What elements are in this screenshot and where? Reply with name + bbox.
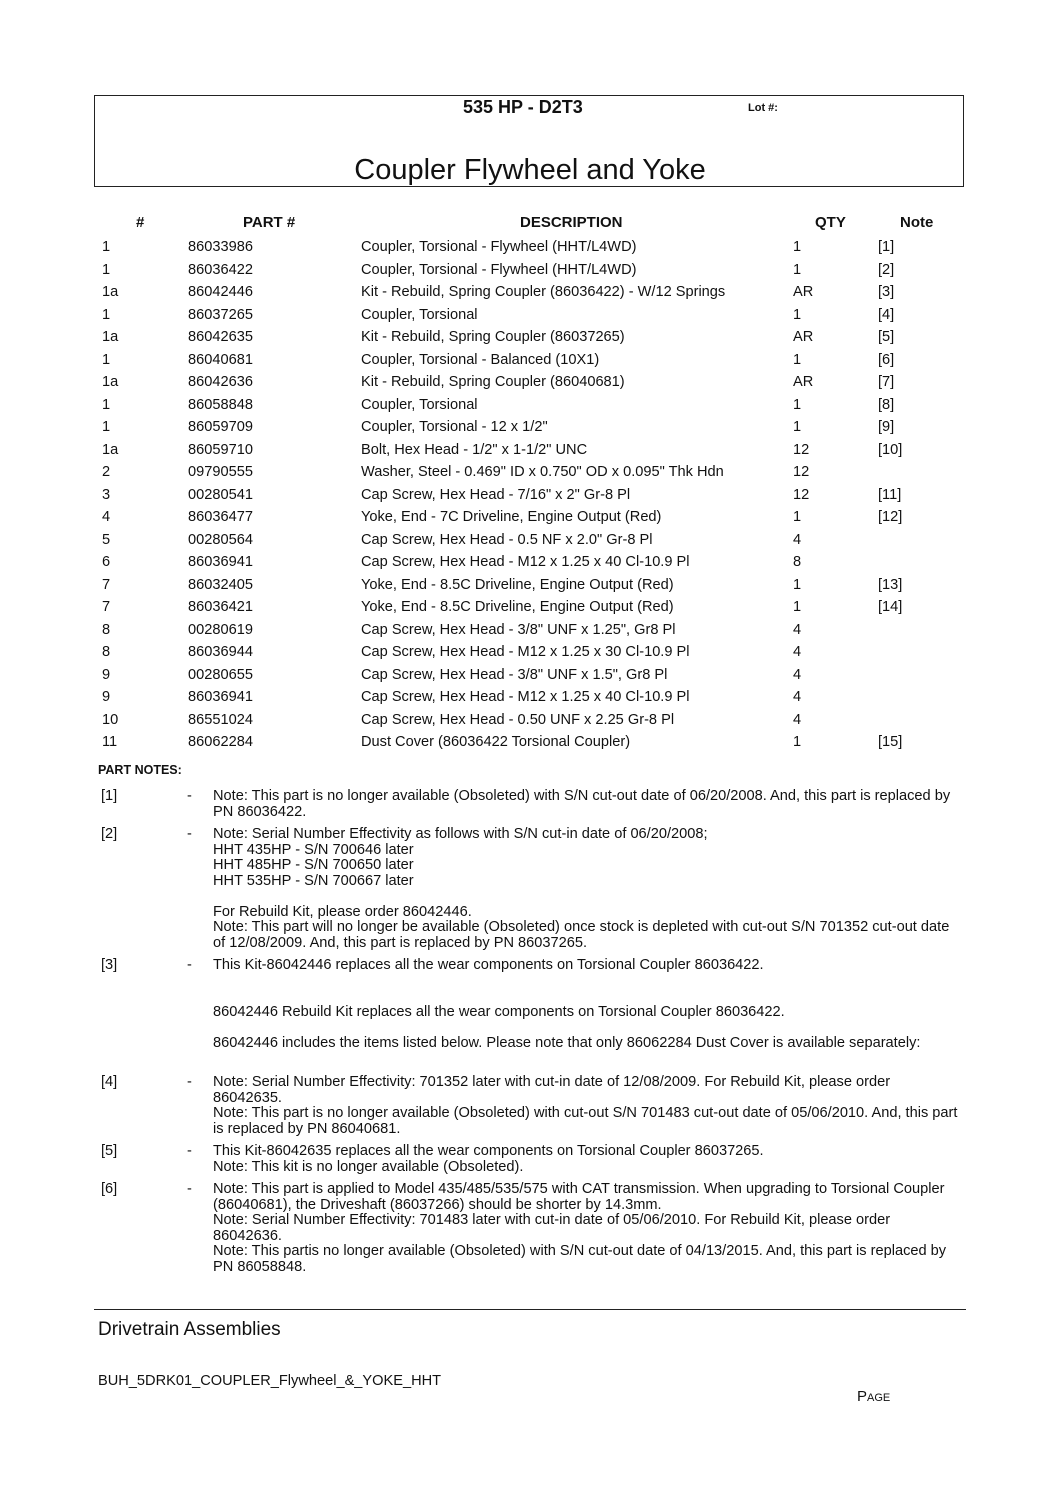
part-qty: 4: [793, 711, 802, 728]
note-paragraph: HHT 485HP - S/N 700650 later: [213, 857, 414, 873]
part-description: Cap Screw, Hex Head - 0.5 NF x 2.0" Gr-8 Pl: [361, 531, 653, 548]
note-ref: [3]: [101, 957, 118, 973]
table-row: [0, 689, 1060, 711]
part-number: 00280541: [188, 486, 253, 503]
part-description: Cap Screw, Hex Head - 3/8" UNF x 1.25", Gr8 Pl: [361, 621, 676, 638]
item-number: 1: [102, 239, 111, 255]
part-note-ref: [7]: [878, 374, 895, 390]
part-number: 86036477: [188, 509, 253, 525]
note-body: [213, 789, 961, 820]
part-note-ref: [9]: [878, 419, 895, 435]
part-qty: 1: [793, 306, 802, 323]
part-qty: 1: [793, 239, 802, 255]
part-qty: AR: [793, 374, 814, 390]
part-qty: 4: [793, 621, 802, 638]
table-row: [0, 599, 1060, 621]
note-paragraph: Note: Serial Number Effectivity as follows with S/N cut-in date of 06/20/2008;: [213, 826, 708, 842]
part-description: Cap Screw, Hex Head - 0.50 UNF x 2.25 Gr-8 Pl: [361, 711, 675, 728]
part-notes-heading: PART NOTES:: [98, 763, 182, 777]
part-note-ref: [2]: [878, 261, 895, 278]
col-header-description: DESCRIPTION: [520, 214, 623, 231]
part-qty: 1: [793, 261, 802, 278]
item-number: 7: [102, 576, 111, 593]
item-number: 1: [102, 419, 111, 435]
table-row: [0, 509, 1060, 531]
table-row: [0, 622, 1060, 644]
part-description: Coupler, Torsional - Flywheel (HHT/L4WD): [361, 239, 637, 255]
part-note-ref: [12]: [878, 509, 903, 525]
item-number: 4: [102, 509, 111, 525]
table-row: [0, 307, 1060, 329]
table-row: [0, 419, 1060, 441]
part-description: Kit - Rebuild, Spring Coupler (86037265): [361, 329, 625, 345]
part-number: 86551024: [188, 711, 253, 728]
part-qty: 1: [793, 576, 802, 593]
note-paragraph: This Kit-86042635 replaces all the wear components on Torsional Coupler 86037265.: [213, 1143, 764, 1159]
part-note-ref: [14]: [878, 599, 903, 615]
document-id: BUH_5DRK01_COUPLER_Flywheel_&_YOKE_HHT: [98, 1373, 442, 1389]
item-number: 6: [102, 554, 111, 570]
note-paragraph: 86042446 includes the items listed below. Please note that only 86062284 Dust Cover is available separately:: [213, 1034, 921, 1051]
part-description: Cap Screw, Hex Head - M12 x 1.25 x 30 Cl-10.9 Pl: [361, 644, 690, 660]
note-paragraph: Note: Serial Number Effectivity: 701483 later with cut-in date of 05/06/2010. For Rebuild Kit, please order 86042636.: [213, 1212, 891, 1244]
item-number: 1: [102, 351, 111, 368]
table-row: [0, 734, 1060, 756]
part-number: 86040681: [188, 351, 253, 368]
part-description: Cap Screw, Hex Head - M12 x 1.25 x 40 Cl-10.9 Pl: [361, 689, 690, 705]
col-header-part: PART #: [243, 214, 296, 231]
part-number: 86062284: [188, 734, 253, 750]
item-number: 8: [102, 644, 111, 660]
col-header-qty: QTY: [815, 214, 846, 231]
table-row: [0, 487, 1060, 509]
table-row: [0, 262, 1060, 284]
note-paragraph: Note: Serial Number Effectivity: 701352 later with cut-in date of 12/08/2009. For Rebuild Kit, please order 86042635.: [213, 1074, 891, 1106]
part-description: Coupler, Torsional - 12 x 1/2": [361, 419, 548, 435]
part-number: 86033986: [188, 239, 253, 255]
part-qty: 4: [793, 689, 802, 705]
part-number: 00280564: [188, 531, 253, 548]
col-header-num: #: [136, 214, 145, 231]
note-paragraph: Note: This partis no longer available (Obsoleted) with S/N cut-out date of 04/13/2015. And, this part is replaced by PN 86058848.: [213, 1243, 947, 1275]
table-row: [0, 284, 1060, 306]
item-number: 1: [102, 396, 111, 413]
model-label: 535 HP - D2T3: [463, 97, 583, 117]
note-ref: [6]: [101, 1181, 118, 1197]
note-paragraph: Note: This kit is no longer available (Obsoleted).: [213, 1158, 524, 1175]
part-number: 86042636: [188, 374, 253, 390]
col-header-note: Note: [900, 214, 934, 231]
table-row: [0, 352, 1060, 374]
note-body: [213, 1075, 961, 1137]
part-number: 86059710: [188, 441, 253, 458]
part-qty: 1: [793, 351, 802, 368]
table-row: [0, 464, 1060, 486]
part-number: 86036421: [188, 599, 253, 615]
note-body: [213, 1144, 961, 1175]
table-row: [0, 554, 1060, 576]
part-note-ref: [5]: [878, 329, 895, 345]
page-title: Coupler Flywheel and Yoke: [354, 154, 706, 186]
note-dash: -: [187, 1143, 192, 1159]
table-row: [0, 374, 1060, 396]
part-qty: 1: [793, 419, 802, 435]
note-ref: [4]: [101, 1074, 118, 1090]
part-number: 00280655: [188, 666, 253, 683]
part-qty: 12: [793, 464, 810, 480]
part-qty: 12: [793, 441, 810, 458]
table-row: [0, 644, 1060, 666]
note-paragraph: Note: This part will no longer be available (Obsoleted) once stock is depleted with cut-out S/N 701352 cut-out date of 12/08/2009. And, this part is replaced by PN 86037265.: [213, 919, 950, 951]
part-description: Coupler, Torsional - Balanced (10X1): [361, 351, 600, 368]
part-description: Washer, Steel - 0.469" ID x 0.750" OD x 0.095" Thk Hdn: [361, 464, 724, 480]
part-number: 00280619: [188, 621, 253, 638]
part-description: Cap Screw, Hex Head - M12 x 1.25 x 40 Cl-10.9 Pl: [361, 554, 690, 570]
note-paragraph: [213, 989, 961, 1005]
part-number: 86058848: [188, 396, 253, 413]
note-dash: -: [187, 957, 192, 973]
note-ref: [5]: [101, 1143, 118, 1159]
part-number: 86042635: [188, 329, 253, 345]
part-description: Kit - Rebuild, Spring Coupler (86036422) - W/12 Springs: [361, 284, 726, 300]
item-number: 9: [102, 689, 111, 705]
part-qty: AR: [793, 329, 814, 345]
part-description: Coupler, Torsional - Flywheel (HHT/L4WD): [361, 261, 637, 278]
footer-divider: [94, 1309, 966, 1310]
part-note-ref: [15]: [878, 734, 903, 750]
part-number: 09790555: [188, 464, 253, 480]
note-paragraph: [213, 889, 961, 905]
part-qty: 8: [793, 554, 802, 570]
note-paragraph: [213, 974, 961, 990]
note-paragraph: For Rebuild Kit, please order 86042446.: [213, 903, 472, 920]
part-description: Kit - Rebuild, Spring Coupler (86040681): [361, 374, 625, 390]
part-qty: 4: [793, 531, 802, 548]
part-description: Yoke, End - 7C Driveline, Engine Output (Red): [361, 509, 662, 525]
part-description: Cap Screw, Hex Head - 3/8" UNF x 1.5", Gr8 Pl: [361, 666, 668, 683]
table-row: [0, 712, 1060, 734]
item-number: 1: [102, 261, 111, 278]
part-description: Dust Cover (86036422 Torsional Coupler): [361, 734, 631, 750]
note-paragraph: 86042446 Rebuild Kit replaces all the wear components on Torsional Coupler 86036422.: [213, 1003, 785, 1020]
part-description: Bolt, Hex Head - 1/2" x 1-1/2" UNC: [361, 441, 588, 458]
item-number: 1a: [102, 284, 119, 300]
note-dash: -: [187, 826, 192, 842]
part-number: 86042446: [188, 284, 253, 300]
item-number: 3: [102, 486, 111, 503]
part-number: 86036941: [188, 689, 253, 705]
note-body: [213, 1182, 961, 1275]
item-number: 1a: [102, 441, 119, 458]
table-row: [0, 667, 1060, 689]
note-paragraph: Note: This part is applied to Model 435/485/535/575 with CAT transmission. When upgrading to Torsional Coupler (86040681), the Driveshaft (86037266) should be shorter by 14.3mm.: [213, 1181, 945, 1213]
part-number: 86059709: [188, 419, 253, 435]
part-note-ref: [8]: [878, 396, 895, 413]
lot-label: Lot #:: [748, 102, 778, 114]
page-label: Page: [857, 1388, 891, 1405]
part-qty: AR: [793, 284, 814, 300]
part-description: Yoke, End - 8.5C Driveline, Engine Output (Red): [361, 576, 674, 593]
item-number: 1: [102, 306, 111, 323]
part-description: Coupler, Torsional: [361, 396, 478, 413]
part-note-ref: [4]: [878, 306, 895, 323]
part-description: Cap Screw, Hex Head - 7/16" x 2" Gr-8 Pl: [361, 486, 631, 503]
table-row: [0, 442, 1060, 464]
note-ref: [1]: [101, 788, 118, 804]
part-number: 86037265: [188, 306, 253, 323]
item-number: 8: [102, 621, 111, 638]
part-note-ref: [11]: [878, 486, 902, 503]
table-row: [0, 532, 1060, 554]
part-description: Coupler, Torsional: [361, 306, 478, 323]
part-number: 86032405: [188, 576, 253, 593]
note-ref: [2]: [101, 826, 118, 842]
note-paragraph: Note: This part is no longer available (Obsoleted) with cut-out S/N 701483 cut-out date of 05/06/2010. And, this part is replaced by PN 86040681.: [213, 1105, 958, 1137]
part-qty: 1: [793, 734, 802, 750]
item-number: 9: [102, 666, 111, 683]
part-note-ref: [3]: [878, 284, 895, 300]
part-note-ref: [10]: [878, 441, 903, 458]
table-row: [0, 577, 1060, 599]
item-number: 11: [102, 734, 118, 750]
part-qty: 4: [793, 644, 802, 660]
part-number: 86036944: [188, 644, 253, 660]
part-number: 86036941: [188, 554, 253, 570]
item-number: 10: [102, 711, 119, 728]
note-paragraph: HHT 435HP - S/N 700646 later: [213, 841, 414, 858]
item-number: 2: [102, 464, 111, 480]
item-number: 1a: [102, 329, 119, 345]
section-name: Drivetrain Assemblies: [98, 1319, 281, 1340]
part-note-ref: [1]: [878, 239, 895, 255]
part-qty: 1: [793, 599, 802, 615]
note-paragraph: This Kit-86042446 replaces all the wear components on Torsional Coupler 86036422.: [213, 957, 764, 973]
note-paragraph: Note: This part is no longer available (Obsoleted) with S/N cut-out date of 06/20/2008. And, this part is replaced by PN 86036422.: [213, 788, 951, 820]
part-note-ref: [13]: [878, 576, 903, 593]
item-number: 7: [102, 599, 111, 615]
note-paragraph: [213, 1020, 961, 1036]
part-qty: 1: [793, 396, 802, 413]
note-dash: -: [187, 788, 192, 804]
note-body: [213, 958, 961, 1051]
note-dash: -: [187, 1074, 192, 1090]
item-number: 1a: [102, 374, 119, 390]
note-paragraph: HHT 535HP - S/N 700667 later: [213, 872, 414, 889]
note-dash: -: [187, 1181, 192, 1197]
part-note-ref: [6]: [878, 351, 895, 368]
part-description: Yoke, End - 8.5C Driveline, Engine Output (Red): [361, 599, 674, 615]
part-number: 86036422: [188, 261, 253, 278]
note-body: [213, 827, 961, 951]
part-qty: 1: [793, 509, 802, 525]
table-row: [0, 329, 1060, 351]
part-qty: 12: [793, 486, 810, 503]
item-number: 5: [102, 531, 111, 548]
table-row: [0, 397, 1060, 419]
table-row: [0, 239, 1060, 261]
part-qty: 4: [793, 666, 802, 683]
